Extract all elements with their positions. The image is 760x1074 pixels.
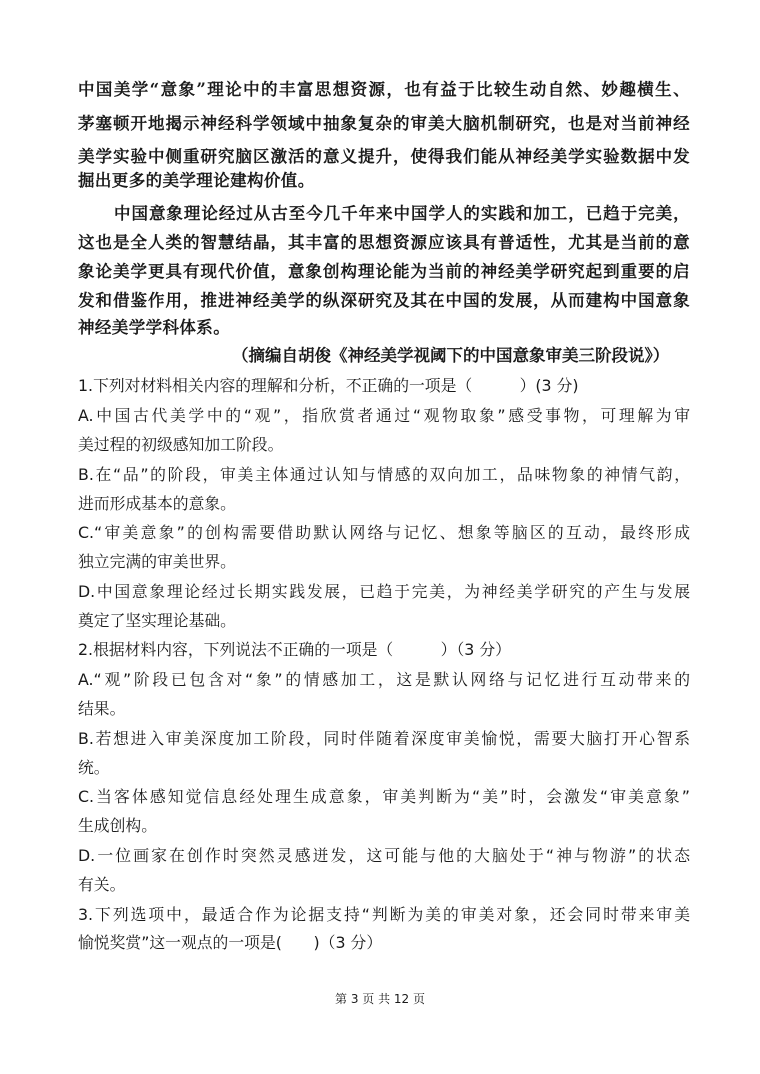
question-1-option-a: A.中国古代美学中的“观”，指欣赏者通过“观物取象”感受事物，可理解为审 bbox=[78, 406, 690, 425]
question-2-option-a-cont: 结果。 bbox=[78, 699, 126, 718]
question-2-option-a: A.“观”阶段已包含对“象”的情感加工，这是默认网络与记忆进行互动带来的 bbox=[78, 670, 690, 689]
question-1-option-b: B.在“品”的阶段，审美主体通过认知与情感的双向加工，品味物象的神情气韵， bbox=[78, 465, 690, 484]
passage-line: 茅塞顿开地揭示神经科学领域中抽象复杂的审美大脑机制研究，也是对当前神经 bbox=[78, 114, 690, 133]
page-number-footer: 第 3 页 共 12 页 bbox=[335, 992, 425, 1006]
question-2-option-c: C.当客体感知觉信息经处理生成意象，审美判断为“美”时，会激发“审美意象” bbox=[78, 787, 690, 806]
question-1-option-c-cont: 独立完满的审美世界。 bbox=[78, 552, 236, 571]
passage-line: 中国意象理论经过从古至今几千年来中国学人的实践和加工，已趋于完美， bbox=[114, 204, 690, 223]
question-1-option-b-cont: 进而形成基本的意象。 bbox=[78, 494, 236, 513]
question-1-option-a-cont: 美过程的初级感知加工阶段。 bbox=[78, 435, 284, 454]
passage-line: 发和借鉴作用，推进神经美学的纵深研究及其在中国的发展，从而建构中国意象 bbox=[78, 291, 690, 310]
passage-source: （摘编自胡俊《神经美学视阈下的中国意象审美三阶段说》） bbox=[232, 346, 670, 365]
question-1-option-d-cont: 奠定了坚实理论基础。 bbox=[78, 611, 236, 630]
question-3-stem: 3.下列选项中，最适合作为论据支持“判断为美的审美对象，还会同时带来审美 bbox=[78, 905, 690, 924]
question-2-option-d: D.一位画家在创作时突然灵感迸发，这可能与他的大脑处于“神与物游”的状态 bbox=[78, 846, 690, 865]
question-1-option-d: D.中国意象理论经过长期实践发展，已趋于完美，为神经美学研究的产生与发展 bbox=[78, 582, 690, 601]
question-1-option-c: C.“审美意象”的创构需要借助默认网络与记忆、想象等脑区的互动，最终形成 bbox=[78, 523, 690, 542]
question-2-stem: 2.根据材料内容，下列说法不正确的一项是（ ）（3 分） bbox=[78, 640, 511, 659]
question-2-option-c-cont: 生成创构。 bbox=[78, 816, 157, 835]
passage-line: 美学实验中侧重研究脑区激活的意义提升，使得我们能从神经美学实验数据中发 bbox=[78, 147, 690, 166]
question-1-stem: 1.下列对材料相关内容的理解和分析，不正确的一项是（ ）(3 分) bbox=[78, 376, 579, 395]
passage-line: 中国美学“意象”理论中的丰富思想资源，也有益于比较生动自然、妙趣横生、 bbox=[78, 80, 690, 99]
passage-line: 这也是全人类的智慧结晶，其丰富的思想资源应该具有普适性，尤其是当前的意 bbox=[78, 233, 690, 252]
question-2-option-b: B.若想进入审美深度加工阶段，同时伴随着深度审美愉悦，需要大脑打开心智系 bbox=[78, 729, 690, 748]
passage-line: 掘出更多的美学理论建构价值。 bbox=[78, 171, 315, 190]
question-2-option-d-cont: 有关。 bbox=[78, 875, 126, 894]
question-3-stem-cont: 愉悦奖赏”这一观点的一项是( )（3 分） bbox=[78, 933, 383, 952]
passage-line: 象论美学更具有现代价值，意象创构理论能为当前的神经美学研究起到重要的启 bbox=[78, 262, 690, 281]
question-2-option-b-cont: 统。 bbox=[78, 758, 110, 777]
passage-line: 神经美学学科体系。 bbox=[78, 318, 231, 337]
